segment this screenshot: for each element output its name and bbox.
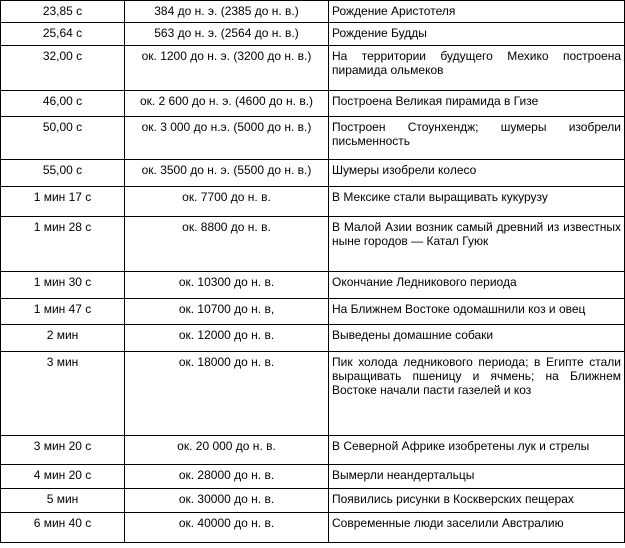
date-cell: ок. 40000 до н. в. bbox=[125, 513, 329, 543]
table-row bbox=[1, 91, 625, 117]
time-cell: 1 мин 17 с bbox=[1, 187, 125, 217]
date-cell: ок. 3 000 до н.э. (5000 до н. в.) bbox=[125, 117, 329, 160]
table-row bbox=[1, 325, 625, 352]
table-row bbox=[1, 46, 625, 91]
date-cell: 563 до н. э. (2564 до н. в.) bbox=[125, 23, 329, 46]
table-row bbox=[1, 465, 625, 489]
date-cell: ок. 8800 до н. в. bbox=[125, 217, 329, 272]
time-cell: 1 мин 30 с bbox=[1, 272, 125, 299]
event-cell: Построена Великая пирамида в Гизе bbox=[329, 91, 625, 117]
event-cell: Выведены домашние собаки bbox=[329, 325, 625, 352]
time-cell: 3 мин 20 с bbox=[1, 436, 125, 465]
date-cell: ок. 3500 до н. э. (5500 до н. в.) bbox=[125, 160, 329, 187]
table-row bbox=[1, 272, 625, 299]
table-row bbox=[1, 513, 625, 543]
date-cell: ок. 7700 до н. в. bbox=[125, 187, 329, 217]
table-row bbox=[1, 299, 625, 325]
time-cell: 46,00 с bbox=[1, 91, 125, 117]
date-cell: ок. 30000 до н. в. bbox=[125, 489, 329, 513]
date-cell: ок. 1200 до н. э. (3200 до н. в.) bbox=[125, 46, 329, 91]
time-cell: 23,85 с bbox=[1, 1, 125, 23]
table-row bbox=[1, 436, 625, 465]
date-cell: 384 до н. э. (2385 до н. в.) bbox=[125, 1, 329, 23]
event-cell: Рождение Аристотеля bbox=[329, 1, 625, 23]
time-cell: 2 мин bbox=[1, 325, 125, 352]
event-cell: В Мексике стали выращивать кукурузу bbox=[329, 187, 625, 217]
time-cell: 1 мин 28 с bbox=[1, 217, 125, 272]
event-cell: Пик холода ледникового периода; в Египте стали выращивать пшеницу и ячмень; на Ближнем Востоке начали пасти газелей и коз bbox=[329, 352, 625, 436]
time-cell: 3 мин bbox=[1, 352, 125, 436]
time-cell: 50,00 с bbox=[1, 117, 125, 160]
event-cell: Вымерли неандертальцы bbox=[329, 465, 625, 489]
event-cell: На территории будущего Мехико построена пирамида ольмеков bbox=[329, 46, 625, 91]
time-cell: 55,00 с bbox=[1, 160, 125, 187]
date-cell: ок. 20 000 до н. в. bbox=[125, 436, 329, 465]
event-cell: Рождение Будды bbox=[329, 23, 625, 46]
table-row bbox=[1, 187, 625, 217]
event-cell: В Северной Африке изобретены лук и стрелы bbox=[329, 436, 625, 465]
date-cell: ок. 10300 до н. в. bbox=[125, 272, 329, 299]
date-cell: ок. 18000 до н. в. bbox=[125, 352, 329, 436]
time-cell: 5 мин bbox=[1, 489, 125, 513]
date-cell: ок. 28000 до н. в. bbox=[125, 465, 329, 489]
time-cell: 25,64 с bbox=[1, 23, 125, 46]
time-cell: 32,00 с bbox=[1, 46, 125, 91]
table-row bbox=[1, 352, 625, 436]
time-cell: 1 мин 47 с bbox=[1, 299, 125, 325]
event-cell: В Малой Азии возник самый древний из известных ныне городов — Катал Гуюк bbox=[329, 217, 625, 272]
table-row bbox=[1, 489, 625, 513]
table-row bbox=[1, 160, 625, 187]
table-row bbox=[1, 1, 625, 23]
time-cell: 6 мин 40 с bbox=[1, 513, 125, 543]
table-row bbox=[1, 117, 625, 160]
event-cell: Окончание Ледникового периода bbox=[329, 272, 625, 299]
event-cell: На Ближнем Востоке одомашнили коз и овец bbox=[329, 299, 625, 325]
event-cell: Шумеры изобрели колесо bbox=[329, 160, 625, 187]
date-cell: ок. 2 600 до н. э. (4600 до н. в.) bbox=[125, 91, 329, 117]
event-cell: Появились рисунки в Коскверских пещерах bbox=[329, 489, 625, 513]
date-cell: ок. 12000 до н. в. bbox=[125, 325, 329, 352]
table-row bbox=[1, 23, 625, 46]
date-cell: ок. 10700 до н. в, bbox=[125, 299, 329, 325]
time-cell: 4 мин 20 с bbox=[1, 465, 125, 489]
table-row bbox=[1, 217, 625, 272]
event-cell: Построен Стоунхендж; шумеры изобрели письменность bbox=[329, 117, 625, 160]
event-cell: Современные люди заселили Австралию bbox=[329, 513, 625, 543]
